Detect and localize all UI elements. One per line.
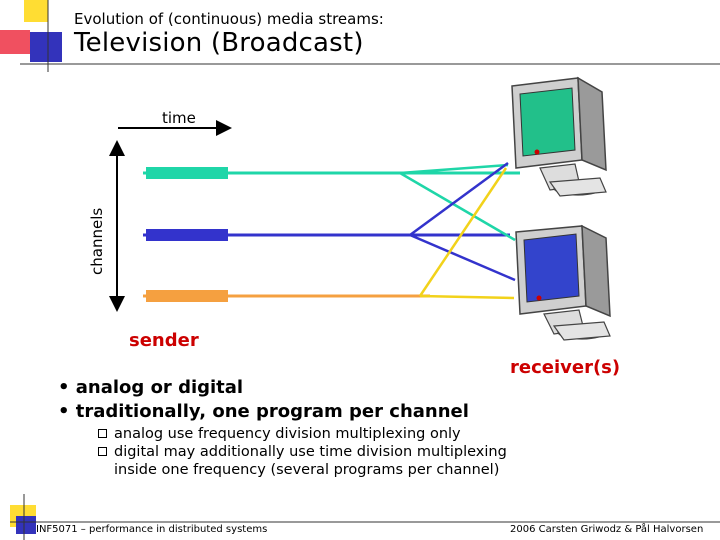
channel-lines [143, 167, 520, 302]
footer-course: INF5071 – performance in distributed systems [36, 524, 268, 535]
sub-bullet-text: analog use frequency division multiplexing only [114, 426, 461, 442]
ch3-to-receiver2 [420, 296, 514, 298]
slide-supertitle: Evolution of (continuous) media streams: [74, 10, 384, 28]
time-axis-label: time [162, 109, 196, 127]
receiver-label: receiver(s) [510, 357, 621, 378]
sub-bullet-item [98, 443, 509, 479]
sub-bullet-text: digital may additionally use time division multiplexing inside one frequency (several programs per channel) [114, 444, 507, 478]
slide-title: Television (Broadcast) [74, 28, 364, 58]
sub-bullet-list [98, 425, 509, 479]
sender-label: sender [129, 330, 199, 351]
receiver-monitor-1 [512, 78, 606, 196]
channel-block-2 [146, 229, 228, 241]
channels-axis-label: channels [88, 207, 106, 275]
ch3-to-receiver1 [420, 168, 506, 296]
footer-copyright: 2006 Carsten Griwodz & Pål Halvorsen [510, 524, 704, 535]
bullet-item: • analog or digital [58, 377, 244, 398]
checkbox-bullet-icon [98, 429, 107, 438]
channel-block-1 [146, 167, 228, 179]
channel-block-3 [146, 290, 228, 302]
broadcast-lines [400, 163, 515, 298]
bullet-item: • traditionally, one program per channel [58, 401, 469, 422]
checkbox-bullet-icon [98, 447, 107, 456]
ch2-to-receiver2 [410, 235, 515, 280]
main-bullet-list [58, 376, 469, 424]
sub-bullet-item [98, 425, 509, 443]
receiver-monitor-2 [516, 226, 610, 340]
